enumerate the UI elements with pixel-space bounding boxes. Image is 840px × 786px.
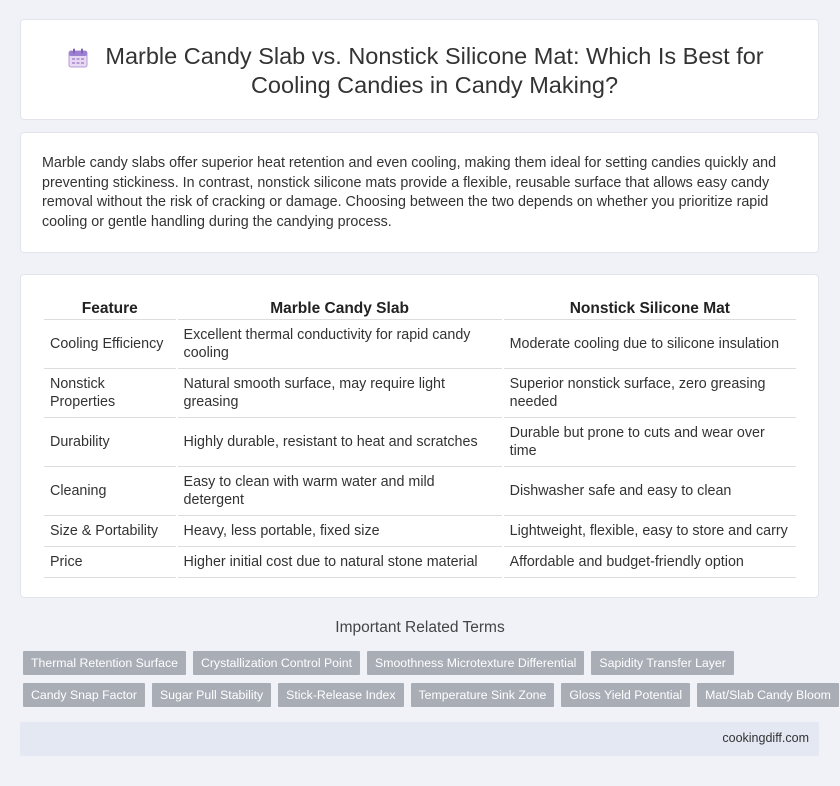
feature-cell: Price xyxy=(44,547,176,578)
related-term-tag[interactable]: Crystallization Control Point xyxy=(193,651,360,675)
header-feature: Feature xyxy=(44,294,176,320)
table-row xyxy=(44,467,796,516)
tag-row xyxy=(23,651,823,675)
silicone-cell: Superior nonstick surface, zero greasing needed xyxy=(504,369,796,418)
related-term-tag[interactable]: Smoothness Microtexture Differential xyxy=(367,651,584,675)
footer-bar xyxy=(20,722,819,756)
marble-cell: Easy to clean with warm water and mild detergent xyxy=(178,467,502,516)
title-card xyxy=(20,19,819,120)
related-terms-title: Important Related Terms xyxy=(335,619,505,636)
page-title: Marble Candy Slab vs. Nonstick Silicone Mat: Which Is Best for Cooling Candies in Candy Making? xyxy=(105,43,764,98)
header-marble: Marble Candy Slab xyxy=(178,294,502,320)
table-row xyxy=(44,320,796,369)
marble-cell: Excellent thermal conductivity for rapid candy cooling xyxy=(178,320,502,369)
related-term-tag[interactable]: Gloss Yield Potential xyxy=(561,683,690,707)
silicone-cell: Affordable and budget-friendly option xyxy=(504,547,796,578)
marble-cell: Higher initial cost due to natural stone material xyxy=(178,547,502,578)
table-row xyxy=(44,369,796,418)
related-term-tag[interactable]: Sapidity Transfer Layer xyxy=(591,651,733,675)
related-term-tag[interactable]: Thermal Retention Surface xyxy=(23,651,186,675)
feature-cell: Durability xyxy=(44,418,176,467)
marble-cell: Heavy, less portable, fixed size xyxy=(178,516,502,547)
silicone-cell: Dishwasher safe and easy to clean xyxy=(504,467,796,516)
related-term-tag[interactable]: Sugar Pull Stability xyxy=(152,683,271,707)
intro-paragraph: Marble candy slabs offer superior heat retention and even cooling, making them ideal for setting candies quickly and preventing stickiness. In contrast, nonstick silicone mats provide a flexible, reusable surface that allows easy candy removal without the risk of cracking or damage. Choosing between the two depends on whether you prioritize rapid cooling or gentle handling during the candying process. xyxy=(42,155,777,230)
feature-cell: Cleaning xyxy=(44,467,176,516)
comparison-card xyxy=(20,274,819,598)
related-terms-tags xyxy=(23,651,831,715)
feature-cell: Size & Portability xyxy=(44,516,176,547)
related-term-tag[interactable]: Stick-Release Index xyxy=(278,683,403,707)
table-row xyxy=(44,547,796,578)
silicone-cell: Lightweight, flexible, easy to store and carry xyxy=(504,516,796,547)
marble-cell: Highly durable, resistant to heat and scratches xyxy=(178,418,502,467)
feature-cell: Cooling Efficiency xyxy=(44,320,176,369)
feature-cell: Nonstick Properties xyxy=(44,369,176,418)
related-term-tag[interactable]: Temperature Sink Zone xyxy=(411,683,555,707)
related-term-tag[interactable]: Mat/Slab Candy Bloom xyxy=(697,683,839,707)
tag-row xyxy=(23,683,831,707)
comparison-table xyxy=(42,294,798,578)
footer-site-link[interactable]: cookingdiff.com xyxy=(722,731,809,745)
table-row xyxy=(44,418,796,467)
related-term-tag[interactable]: Candy Snap Factor xyxy=(23,683,145,707)
table-row xyxy=(44,516,796,547)
silicone-cell: Moderate cooling due to silicone insulation xyxy=(504,320,796,369)
marble-cell: Natural smooth surface, may require light greasing xyxy=(178,369,502,418)
silicone-cell: Durable but prone to cuts and wear over time xyxy=(504,418,796,467)
header-silicone: Nonstick Silicone Mat xyxy=(504,294,796,320)
intro-card xyxy=(20,132,819,253)
table-header-row xyxy=(44,294,796,320)
